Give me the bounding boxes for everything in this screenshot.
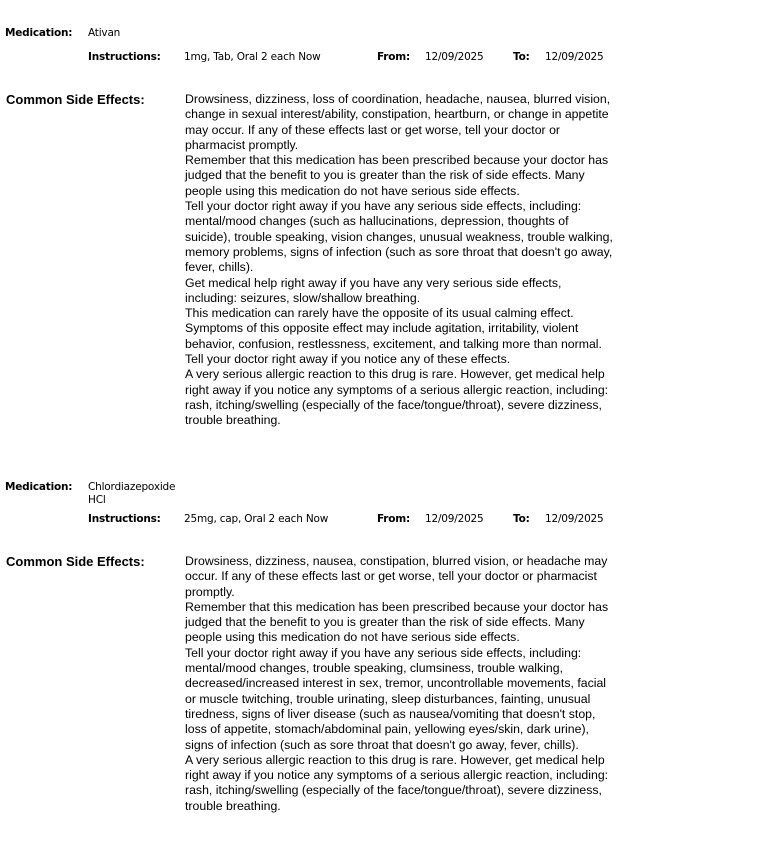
medication-name: Chlordiazepoxide HCl xyxy=(88,481,176,506)
from-label: From: xyxy=(377,513,411,525)
side-effects-paragraph: This medication can rarely have the opposite of its usual calming effect. Symptoms of this opposite effect may include agitation, irritability, violent behavior, confusion, restlessness, excitement, and talking more than normal. Tell your doctor right away if you notice any of these effects. xyxy=(185,306,602,367)
side-effects-paragraph: Tell your doctor right away if you have any serious side effects, including: mental/mood changes (such as hallucinations, depression, thoughts of suicide), trouble speaking, vision changes, unusual weakness, trouble walking, memory problems, signs of infection (such as sore throat that doesn't go away, fever, chills). xyxy=(185,199,613,275)
instructions-label: Instructions: xyxy=(88,51,161,63)
from-date: 12/09/2025 xyxy=(425,513,484,525)
medication-label: Medication: xyxy=(5,481,73,493)
to-date: 12/09/2025 xyxy=(545,513,604,525)
side-effects-paragraph: A very serious allergic reaction to this drug is rare. However, get medical help right away if you notice any symptoms of a serious allergic reaction, including: rash, itching/swelling (especially of the face/tongue/throat), severe dizziness, trouble breathing. xyxy=(185,367,609,428)
side-effects-paragraph: A very serious allergic reaction to this drug is rare. However, get medical help right away if you notice any symptoms of a serious allergic reaction, including: rash, itching/swelling (especially of the face/tongue/throat), severe dizziness, trouble breathing. xyxy=(185,752,609,813)
medication-label: Medication: xyxy=(5,27,73,39)
side-effects-text xyxy=(185,92,613,429)
instructions-label: Instructions: xyxy=(88,513,161,525)
side-effects-paragraph: Drowsiness, dizziness, loss of coordination, headache, nausea, blurred vision, change in sexual interest/ability, constipation, heartburn, or change in appetite may occur. If any of these effects last or get worse, tell your doctor or pharmacist promptly. xyxy=(185,92,611,152)
to-label: To: xyxy=(513,51,530,63)
side-effects-paragraph: Remember that this medication has been prescribed because your doctor has judged that the benefit to you is greater than the risk of side effects. Many people using this medication do not have serious side effects. xyxy=(185,153,609,198)
from-label: From: xyxy=(377,51,411,63)
instructions-value: 25mg, cap, Oral 2 each Now xyxy=(184,513,329,525)
to-date: 12/09/2025 xyxy=(545,51,604,63)
side-effects-paragraph: Tell your doctor right away if you have any serious side effects, including: mental/mood changes, trouble speaking, clumsiness, trouble walking, decreased/increased interest in sex, tremor, uncontrollable movements, facial or muscle twitching, trouble urinating, sleep disturbances, fainting, unusual tiredness, signs of liver disease (such as nausea/vomiting that doesn't stop, loss of appetite, stomach/abdominal pain, yellowing eyes/skin, dark urine), signs of infection (such as sore throat that doesn't go away, fever, chills). xyxy=(185,645,607,752)
from-date: 12/09/2025 xyxy=(425,51,484,63)
instructions-value: 1mg, Tab, Oral 2 each Now xyxy=(184,51,321,63)
medication-name: Ativan xyxy=(88,27,121,39)
common-side-effects-label: Common Side Effects: xyxy=(6,92,145,107)
side-effects-paragraph: Get medical help right away if you have any very serious side effects, including: seizures, slow/shallow breathing. xyxy=(185,275,562,305)
side-effects-paragraph: Remember that this medication has been prescribed because your doctor has judged that the benefit to you is greater than the risk of side effects. Many people using this medication do not have serious side effects. xyxy=(185,599,609,645)
to-label: To: xyxy=(513,513,530,525)
side-effects-text xyxy=(185,554,613,814)
common-side-effects-label: Common Side Effects: xyxy=(6,554,145,569)
side-effects-paragraph: Drowsiness, dizziness, nausea, constipation, blurred vision, or headache may occur. If any of these effects last or get worse, tell your doctor or pharmacist promptly. xyxy=(185,554,608,599)
